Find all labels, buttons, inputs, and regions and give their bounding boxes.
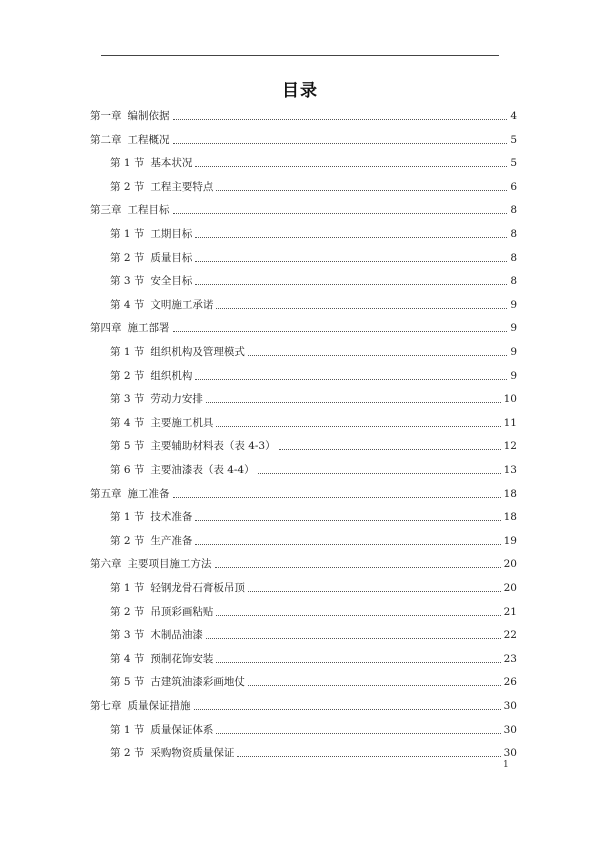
toc-entry-label — [110, 156, 192, 170]
toc-entry-number: 第 2 节 — [110, 369, 145, 382]
toc-dot-leader — [258, 473, 501, 474]
toc-entry-page: 5 — [510, 157, 517, 170]
toc-entry-label — [110, 345, 245, 359]
toc-entry-chapter[interactable] — [90, 691, 517, 713]
toc-dot-leader — [194, 709, 501, 710]
footer-page-number: 1 — [503, 760, 509, 770]
toc-entry-title: 劳动力安排 — [150, 393, 203, 406]
toc-entry-label — [110, 298, 213, 312]
toc-entry-label — [110, 605, 213, 619]
toc-entry-page: 10 — [503, 393, 517, 406]
toc-entry-page: 18 — [503, 511, 517, 524]
toc-entry-chapter[interactable] — [90, 549, 517, 571]
toc-entry-number: 第 2 节 — [110, 747, 145, 760]
toc-entry-label — [110, 180, 213, 194]
toc-entry-label — [110, 416, 213, 430]
toc-entry-title: 文明施工承诺 — [150, 298, 214, 311]
toc-entry-title: 质量保证措施 — [127, 700, 191, 712]
toc-entry-number: 第四章 — [90, 322, 122, 335]
toc-entry-number: 第 3 节 — [110, 393, 145, 406]
toc-entry-title: 吊顶彩画粘贴 — [150, 605, 214, 618]
toc-entry-title: 工程目标 — [127, 204, 170, 217]
toc-entry-label — [110, 534, 192, 548]
toc-dot-leader — [216, 662, 500, 663]
toc-entry-section[interactable] — [110, 266, 517, 288]
toc-entry-page: 8 — [510, 251, 517, 264]
toc-entry-section[interactable] — [110, 644, 517, 666]
toc-entry-title: 工程主要特点 — [150, 180, 214, 193]
toc-entry-page: 13 — [503, 464, 517, 476]
toc-entry-section[interactable] — [110, 431, 517, 453]
toc-entry-title: 古建筑油漆彩画地仗 — [150, 676, 245, 689]
toc-entry-section[interactable] — [110, 620, 517, 642]
toc-entry-page: 21 — [503, 605, 517, 618]
toc-entry-page: 22 — [503, 629, 517, 642]
toc-entry-section[interactable] — [110, 243, 517, 265]
toc-entry-section[interactable] — [110, 573, 517, 595]
toc-dot-leader — [248, 591, 501, 592]
toc-entry-title: 质量保证体系 — [150, 723, 214, 736]
toc-entry-title: 木制品油漆 — [150, 629, 203, 642]
toc-entry-section[interactable] — [110, 172, 517, 194]
toc-entry-label — [110, 581, 245, 595]
toc-entry-number: 第五章 — [90, 487, 122, 500]
toc-dot-leader — [195, 237, 507, 238]
toc-entry-title: 预制花饰安装 — [150, 652, 214, 665]
toc-entry-title: 组织机构及管理模式 — [150, 346, 245, 358]
toc-entry-number: 第 1 节 — [110, 511, 145, 524]
toc-dot-leader — [195, 166, 507, 167]
toc-entry-chapter[interactable] — [90, 195, 517, 217]
toc-entry-title: 编制依据 — [127, 110, 170, 122]
toc-entry-page: 9 — [510, 369, 517, 382]
toc-entry-number: 第 4 节 — [110, 652, 145, 665]
toc-dot-leader — [215, 567, 501, 568]
toc-entry-label — [90, 133, 170, 147]
toc-entry-label — [90, 203, 170, 217]
toc-entry-number: 第 6 节 — [110, 464, 145, 476]
toc-entry-number: 第三章 — [90, 204, 122, 217]
toc-entry-title: 施工准备 — [127, 487, 170, 500]
toc-entry-number: 第 1 节 — [110, 157, 145, 170]
toc-entry-label — [110, 392, 203, 406]
toc-entry-label — [110, 628, 203, 642]
toc-entry-label — [90, 557, 212, 571]
toc-dot-leader — [173, 331, 508, 332]
toc-entry-label — [110, 652, 213, 666]
toc-dot-leader — [195, 284, 507, 285]
toc-entry-page: 26 — [503, 676, 517, 689]
toc-dot-leader — [195, 520, 500, 521]
toc-entry-label — [110, 675, 245, 689]
toc-entry-title: 工期目标 — [150, 228, 193, 240]
toc-dot-leader — [173, 143, 508, 144]
toc-entry-title: 轻钢龙骨石膏板吊顶 — [150, 582, 245, 594]
toc-dot-leader — [216, 426, 500, 427]
toc-entry-section[interactable] — [110, 290, 517, 312]
toc-entry-chapter[interactable] — [90, 479, 517, 501]
toc-dot-leader — [195, 544, 500, 545]
toc-entry-chapter[interactable] — [90, 125, 517, 147]
toc-dot-leader — [206, 638, 501, 639]
toc-entry-page: 9 — [510, 346, 517, 358]
toc-entry-number: 第 2 节 — [110, 251, 145, 264]
toc-entry-label — [90, 109, 170, 123]
toc-entry-title: 安全目标 — [150, 275, 193, 288]
toc-entry-page: 20 — [503, 582, 517, 594]
toc-entry-number: 第 5 节 — [110, 676, 145, 689]
toc-entry-section[interactable] — [110, 219, 517, 241]
toc-entry-title: 基本状况 — [150, 157, 193, 170]
toc-entry-label — [110, 251, 192, 265]
toc-entry-label — [110, 746, 234, 760]
toc-entry-number: 第 4 节 — [110, 298, 145, 311]
toc-entry-number: 第 5 节 — [110, 440, 145, 453]
toc-entry-page: 30 — [503, 700, 517, 712]
toc-entry-number: 第 2 节 — [110, 180, 145, 193]
toc-dot-leader — [195, 379, 507, 380]
toc-entry-page: 30 — [503, 723, 517, 736]
toc-entry-chapter[interactable] — [90, 101, 517, 123]
toc-entry-label — [110, 463, 255, 477]
toc-entry-title: 主要辅助材料表（表 4-3） — [150, 440, 276, 453]
toc-entry-section[interactable] — [110, 667, 517, 689]
toc-entry-page: 5 — [510, 133, 517, 146]
toc-entry-section[interactable] — [110, 715, 517, 737]
header-rule — [101, 55, 499, 56]
toc-entry-section[interactable] — [110, 337, 517, 359]
toc-dot-leader — [195, 261, 507, 262]
toc-entry-title: 施工部署 — [127, 322, 170, 335]
toc-entry-page: 30 — [503, 747, 517, 760]
toc-entry-page: 19 — [503, 534, 517, 547]
toc-entry-label — [110, 369, 192, 383]
toc-dot-leader — [206, 402, 501, 403]
toc-entry-page: 11 — [503, 416, 517, 429]
toc-title: 目录 — [282, 81, 318, 101]
toc-entry-section[interactable] — [110, 148, 517, 170]
toc-entry-number: 第 1 节 — [110, 582, 145, 594]
toc-entry-number: 第六章 — [90, 558, 122, 571]
toc-entry-number: 第 1 节 — [110, 346, 145, 358]
toc-entry-label — [110, 227, 192, 241]
toc-entry-title: 主要油漆表（表 4-4） — [150, 464, 255, 476]
toc-entry-page: 8 — [510, 204, 517, 217]
toc-entry-label — [110, 274, 192, 288]
toc-dot-leader — [248, 685, 501, 686]
toc-entry-chapter[interactable] — [90, 313, 517, 335]
toc-entry-number: 第 1 节 — [110, 228, 145, 240]
toc-entry-label — [110, 439, 276, 453]
toc-entry-number: 第一章 — [90, 110, 122, 122]
toc-entry-section[interactable] — [110, 526, 517, 548]
toc-entry-number: 第 3 节 — [110, 629, 145, 642]
toc-entry-page: 4 — [510, 110, 517, 122]
toc-dot-leader — [248, 355, 507, 356]
toc-entry-label — [110, 723, 213, 737]
toc-entry-label — [90, 321, 170, 335]
toc-dot-leader — [237, 756, 500, 757]
toc-entry-section[interactable] — [110, 738, 517, 760]
toc-dot-leader — [216, 190, 507, 191]
toc-entry-section[interactable] — [110, 384, 517, 406]
toc-entry-title: 主要项目施工方法 — [127, 558, 212, 571]
toc-entry-page: 12 — [503, 440, 517, 453]
toc-entry-page: 8 — [510, 228, 517, 240]
toc-entry-number: 第 4 节 — [110, 416, 145, 429]
toc-entry-number: 第七章 — [90, 700, 122, 712]
toc-entry-page: 20 — [503, 558, 517, 571]
toc-dot-leader — [173, 213, 508, 214]
toc-dot-leader — [279, 449, 501, 450]
toc-entry-page: 18 — [503, 487, 517, 500]
toc-entry-page: 8 — [510, 275, 517, 288]
toc-entry-number: 第 3 节 — [110, 275, 145, 288]
toc-dot-leader — [173, 119, 508, 120]
toc-entry-title: 质量目标 — [150, 251, 193, 264]
toc-entry-section[interactable] — [110, 502, 517, 524]
toc-entry-title: 采购物资质量保证 — [150, 747, 235, 760]
toc-entry-title: 组织机构 — [150, 369, 193, 382]
toc-dot-leader — [216, 308, 507, 309]
toc-entry-label — [90, 699, 191, 713]
toc-entry-title: 工程概况 — [127, 133, 170, 146]
toc-entry-number: 第 1 节 — [110, 723, 145, 736]
toc-dot-leader — [216, 733, 500, 734]
toc-entry-number: 第 2 节 — [110, 534, 145, 547]
toc-entry-number: 第二章 — [90, 133, 122, 146]
toc-dot-leader — [216, 615, 500, 616]
toc-entry-page: 9 — [510, 322, 517, 335]
toc-entry-number: 第 2 节 — [110, 605, 145, 618]
toc-entry-title: 生产准备 — [150, 534, 193, 547]
toc-entry-title: 技术准备 — [150, 511, 193, 524]
toc-entry-page: 9 — [510, 298, 517, 311]
toc-entry-label — [90, 487, 170, 501]
toc-entry-title: 主要施工机具 — [150, 416, 214, 429]
toc-entry-section[interactable] — [110, 408, 517, 430]
toc-dot-leader — [173, 497, 501, 498]
toc-entry-page: 23 — [503, 652, 517, 665]
toc-entry-section[interactable] — [110, 455, 517, 477]
toc-entry-label — [110, 510, 192, 524]
toc-entry-section[interactable] — [110, 597, 517, 619]
toc-entry-page: 6 — [510, 180, 517, 193]
toc-entry-section[interactable] — [110, 361, 517, 383]
